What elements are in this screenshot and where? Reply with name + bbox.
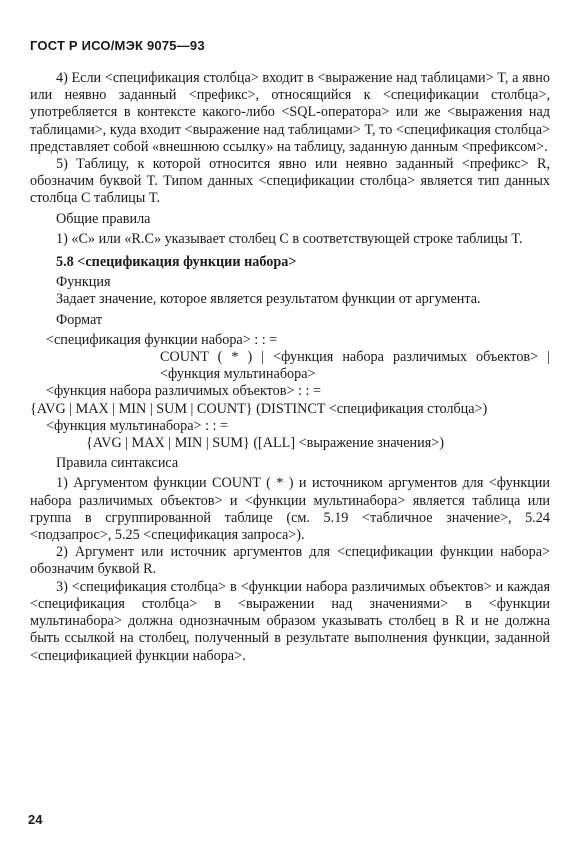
- format-line-4: {AVG | MAX | MIN | SUM | COUNT} (DISTINCT <спецификация столбца>): [30, 400, 488, 417]
- page-number: 24: [28, 812, 43, 827]
- format-line-2: COUNT ( * ) | <функция набора различимых объектов> | <функция мультинабора>: [160, 349, 550, 383]
- syntax-rule-2: 2) Аргумент или источник аргументов для <спецификации функции набора> обозначим буквой R.: [30, 544, 550, 578]
- format-line-6: {AVG | MAX | MIN | SUM} ([ALL] <выражение значения>): [86, 435, 444, 452]
- page-body: [30, 70, 550, 665]
- general-rules-heading: Общие правила: [56, 210, 151, 227]
- syntax-rule-1: 1) Аргументом функции COUNT ( * ) и источником аргументов для <функции набора различимых объектов> и <функции мультинабора> является таблица или группа в сгруппированной таблице (см. 5.19 <табличное значение>, 5.24 <подзапрос>, 5.25 <спецификация запроса>).: [30, 475, 550, 544]
- format-line-1: <спецификация функции набора> : : =: [46, 331, 278, 348]
- section-heading: 5.8 <спецификация функции набора>: [56, 254, 297, 271]
- syntax-rules-heading: Правила синтаксиса: [56, 455, 179, 472]
- page-header: ГОСТ Р ИСО/МЭК 9075—93: [30, 38, 205, 53]
- paragraph-rule-4: 4) Если <спецификация столбца> входит в <выражение над таблицами> T, а явно или неявно заданный <префикс>, относящийся к <спецификации столбца>, употребляется в контексте какого-либо <SQL-оператора> или же <выражения над таблицами>, куда входит <выражение над таблицами> T, то <спецификация столбца> представляет собой «внешнюю ссылку» на таблицу, заданную данным <префиксом>.: [30, 70, 550, 155]
- function-heading: Функция: [56, 274, 111, 291]
- format-line-5: <функция мультинабора> : : =: [46, 417, 229, 434]
- paragraph-rule-5: 5) Таблицу, к которой относится явно или неявно заданный <префикс> R, обозначим буквой T. Типом данных <спецификации столбца> является тип данных столбца C таблицы T.: [30, 156, 550, 207]
- syntax-rule-3: 3) <спецификация столбца> в <функции набора различимых объектов> и каждая <спецификация столбца> в <выражении над значениями> в <функции мультинабора> должна однозначным образом указывать столбец в R и не должна быть ссылкой на столбец, полученный в результате выполнения функции, заданной <спецификацией функции набора>.: [30, 578, 550, 664]
- format-line-3: <функция набора различимых объектов> : : =: [46, 383, 321, 400]
- general-rule-1: 1) «C» или «R.C» указывает столбец C в соответствующей строке таблицы T.: [56, 230, 523, 247]
- function-text: Задает значение, которое является результатом функции от аргумента.: [56, 291, 481, 308]
- format-heading: Формат: [56, 311, 103, 328]
